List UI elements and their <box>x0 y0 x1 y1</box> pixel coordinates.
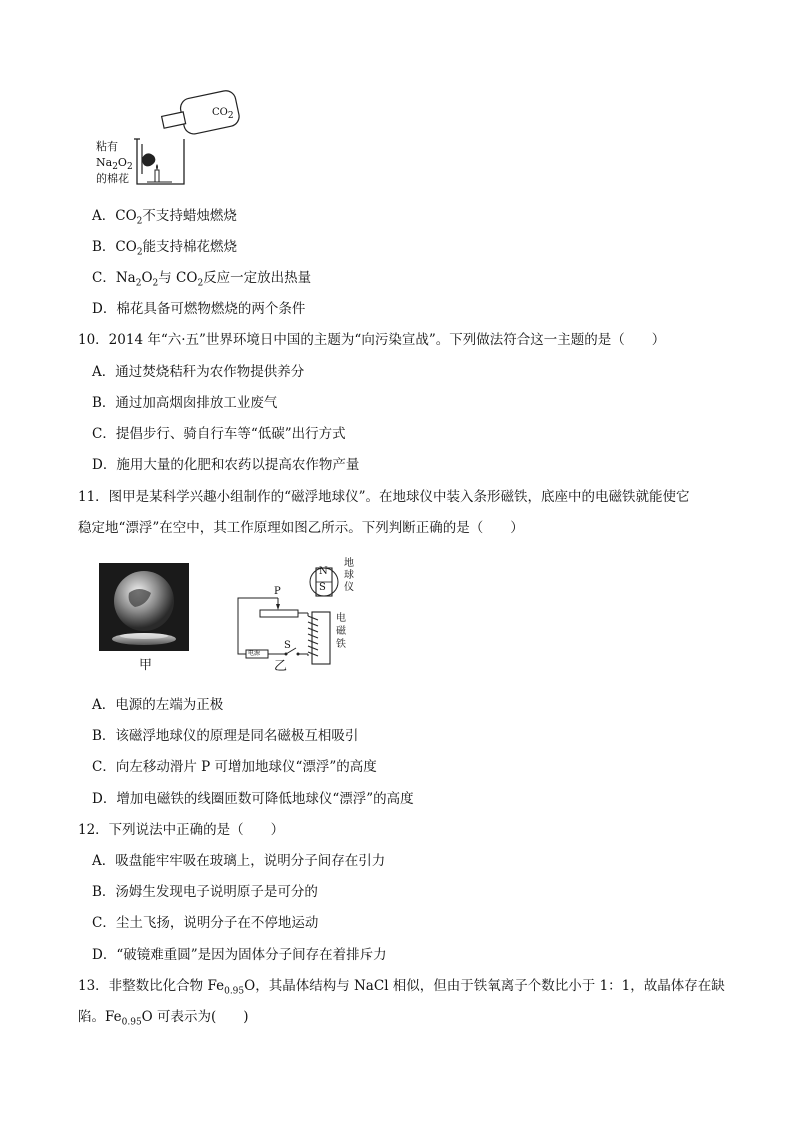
magnet-s-label: S <box>319 582 326 593</box>
q10-option-c: C．提倡步行、骑自行车等“低碳”出行方式 <box>92 426 346 442</box>
q9-option-c: C．$Na_2O_2$与 $CO_2$反应一定放出热量 <box>92 270 312 289</box>
q11-option-a: A．电源的左端为正极 <box>92 697 224 713</box>
switch-s-label: S <box>284 640 291 651</box>
q9-option-d: D．棉花具备可燃物燃烧的两个条件 <box>92 301 306 317</box>
q10-option-a: A．通过焚烧秸秆为农作物提供养分 <box>92 364 305 380</box>
q11-option-b: B．该磁浮地球仪的原理是同名磁极互相吸引 <box>92 728 359 744</box>
figure-caption-jia: 甲 <box>139 658 153 673</box>
power-source-label: 电源 <box>248 650 261 657</box>
figure-caption-yi: 乙 <box>274 659 288 674</box>
q12-option-a: A．吸盘能牢牢吸在玻璃上，说明分子间存在引力 <box>92 853 386 869</box>
q12-option-b: B．汤姆生发现电子说明原子是可分的 <box>92 884 318 900</box>
q13-stem-line1: 13．非整数比化合物 $Fe_{0.95}O$，其晶体结构与 NaCl 相似，但由于铁氧离子个数比小于 1：1，故晶体存在缺 <box>78 978 725 997</box>
q11-stem-line2: 稳定地“漂浮”在空中，其工作原理如图乙所示。下列判断正确的是（ ） <box>78 520 524 536</box>
bottle-label: $CO_2$ <box>212 107 234 121</box>
q12-stem: 12．下列说法中正确的是（ ） <box>78 822 285 838</box>
maglev-circuit-diagram <box>228 556 368 676</box>
globe-label: 地 球 仪 <box>344 558 354 593</box>
magnet-n-label: N <box>319 566 328 577</box>
co2-experiment-figure <box>92 84 252 194</box>
maglev-globe-photo <box>99 563 189 651</box>
q9-option-a: A．$CO_2$不支持蜡烛燃烧 <box>92 208 237 227</box>
q12-option-d: D．“破镜难重圆”是因为固体分子间存在着排斥力 <box>92 947 387 963</box>
globe-image <box>99 563 189 651</box>
q10-option-b: B．通过加高烟囱排放工业废气 <box>92 395 278 411</box>
cotton-label-line2: $Na_2O_2$ <box>96 156 133 173</box>
q10-stem: 10．2014 年“六·五”世界环境日中国的主题为“向污染宣战”。下列做法符合这一主题的是（ ） <box>78 332 666 348</box>
cotton-label-line1: 粘有 <box>96 140 118 153</box>
slider-p-label: P <box>274 586 281 597</box>
q10-option-d: D．施用大量的化肥和农药以提高农作物产量 <box>92 457 360 473</box>
q13-stem-line2: 陷。$Fe_{0.95}O$ 可表示为( ) <box>78 1009 249 1028</box>
q11-stem-line1: 11．图甲是某科学兴趣小组制作的“磁浮地球仪”。在地球仪中装入条形磁铁，底座中的电磁铁就能使它 <box>78 489 690 505</box>
q12-option-c: C．尘土飞扬，说明分子在不停地运动 <box>92 915 319 931</box>
cotton-label-line3: 的棉花 <box>96 172 129 185</box>
q11-option-d: D．增加电磁铁的线圈匝数可降低地球仪“漂浮”的高度 <box>92 791 414 807</box>
q11-option-c: C．向左移动滑片 P 可增加地球仪“漂浮”的高度 <box>92 759 377 775</box>
q9-option-b: B．$CO_2$能支持棉花燃烧 <box>92 239 238 258</box>
electromagnet-label: 电 磁 铁 <box>336 613 346 650</box>
